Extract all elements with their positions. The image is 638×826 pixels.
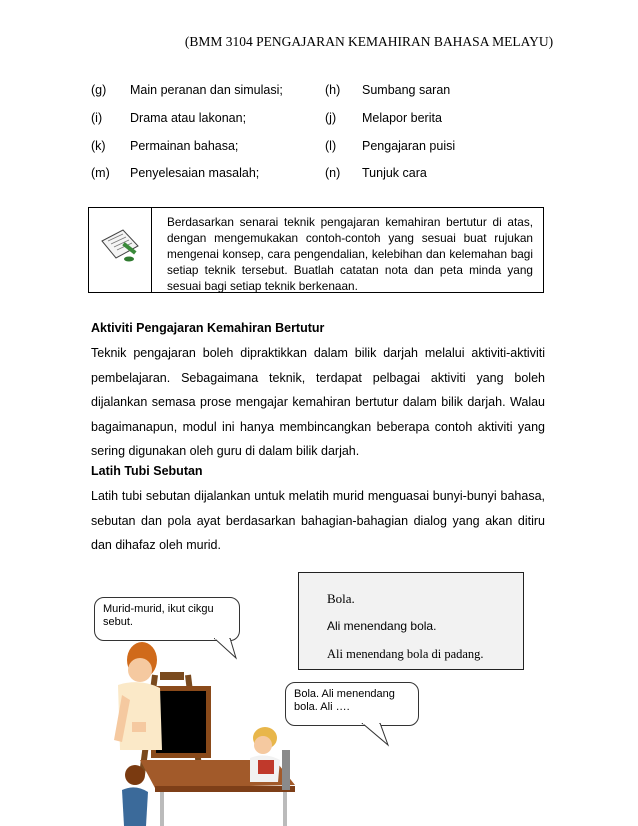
- section-paragraph: Teknik pengajaran boleh dipraktikkan dalam bilik darjah melalui aktiviti-aktiviti pembelajaran. Sebagaimana teknik, terdapat pelbagai aktiviti yang boleh dijalankan semasa prose mengajar kemahiran bertutur dalam bilik darjah. Walau bagaimanapun, modul ini hanya membincangkan beberapa contoh aktiviti yang sering digunakan oleh guru di dalam bilik darjah.: [91, 346, 545, 458]
- board-line: Bola.: [327, 591, 355, 606]
- technique-label: Drama atau lakonan;: [130, 111, 247, 125]
- technique-code: (g): [91, 83, 107, 97]
- teacher-speech-tail: [214, 638, 238, 660]
- section-heading: Aktiviti Pengajaran Kemahiran Bertutur: [91, 321, 325, 335]
- section-paragraph: Latih tubi sebutan dijalankan untuk melatih murid menguasai bunyi-bunyi bahasa, sebutan dan pola ayat berdasarkan bahagian-bahagian dialog yang akan ditiru dan dihafaz oleh murid.: [91, 489, 545, 552]
- teacher-speech-text: Murid-murid, ikut cikgu sebut.: [103, 603, 214, 628]
- technique-label: Melapor berita: [362, 111, 442, 125]
- technique-label: Tunjuk cara: [362, 166, 427, 180]
- technique-code: (m): [91, 166, 110, 180]
- technique-label: Pengajaran puisi: [362, 139, 456, 153]
- technique-label: Sumbang saran: [362, 83, 451, 97]
- student-speech-bubble: [285, 682, 419, 726]
- board-line: Ali menendang bola.: [327, 619, 437, 633]
- notes-pencil-icon: [99, 226, 141, 266]
- technique-code: (n): [325, 166, 341, 180]
- technique-label: Main peranan dan simulasi;: [130, 83, 283, 97]
- page-header: (BMM 3104 PENGAJARAN KEMAHIRAN BAHASA MELAYU): [184, 34, 554, 49]
- activity-callout: [88, 207, 544, 293]
- board-line: Ali menendang bola di padang.: [327, 647, 484, 661]
- student-speech-tail: [360, 723, 390, 747]
- technique-label: Penyelesaian masalah;: [130, 166, 260, 180]
- callout-text: Berdasarkan senarai teknik pengajaran kemahiran bertutur di atas, dengan mengemukakan contoh-contoh yang sesuai buat rujukan mengenai konsep, cara pengendalian, kelebihan dan kelemahan bagi setiap teknik tersebut. Buatlah catatan nota dan peta minda yang sesuai bagi setiap teknik berkenaan.: [167, 215, 533, 293]
- board-text-box: [298, 572, 524, 670]
- section-heading: Latih Tubi Sebutan: [91, 464, 203, 478]
- callout-divider: [151, 208, 152, 292]
- technique-code: (i): [91, 111, 103, 125]
- technique-code: (l): [325, 139, 337, 153]
- student-speech-text: Bola. Ali menendang bola. Ali ….: [294, 688, 395, 713]
- technique-code: (k): [91, 139, 106, 153]
- technique-code: (h): [325, 83, 341, 97]
- technique-code: (j): [325, 111, 337, 125]
- teacher-speech-bubble: [94, 597, 240, 641]
- technique-label: Permainan bahasa;: [130, 139, 239, 153]
